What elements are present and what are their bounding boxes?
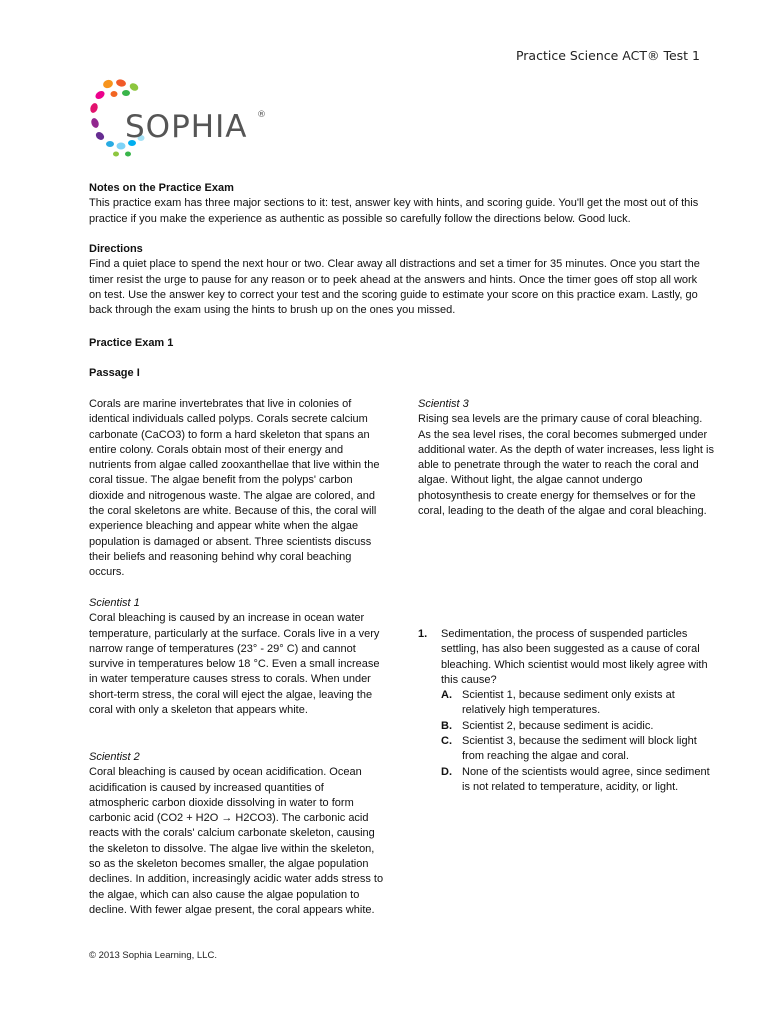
question-1 <box>418 627 718 795</box>
passage-intro <box>89 397 385 581</box>
scientist-1-label: Scientist 1 <box>89 597 140 609</box>
notes-section <box>89 181 701 227</box>
scientist-2-text: Coral bleaching is caused by ocean acidification. Ocean acidification is caused by increased quantities of atmospheric carbon dioxide dissolving in water to form carbonic acid (CO2 + H2O → H2CO3). The carbonic acid reacts with the corals' calcium carbonate skeleton, causing the skeleton to dissolve. The algae live within the skeleton, so as the skeleton becomes smaller, the algae population declines. In addition, increasingly acidic water adds stress to the algae, which can also cause the algae population to decline. With fewer algae present, the coral appears white. <box>89 766 384 916</box>
choice-d-text: None of the scientists would agree, since sediment is not related to temperature, acidity, or light. <box>462 765 710 793</box>
choice-d-letter: D. <box>441 765 452 778</box>
answer-choice-d[interactable] <box>441 765 718 796</box>
directions-text: Find a quiet place to spend the next hour or two. Clear away all distractions and set a timer for 35 minutes. Once you start the timer resist the urge to pause for any reason or to peek ahead at the answers and hints. Once the timer goes off stop all work on test. Use the answer key to correct your test and the scoring guide to estimate your score on this practice exam. Lastly, go back through the exam using the hints to brush up on the ones you missed. <box>89 258 700 317</box>
passage-intro-text: Corals are marine invertebrates that live in colonies of identical individuals called polyps. Corals secrete calcium carbonate (CaCO3) to form a hard skeleton that spans an entire colony. Corals obtain most of their energy and nutrients from algae called zooxanthellae that live within the coral tissue. The algae benefit from the polyps' carbon dioxide and nitrogenous waste. The algae are colored, and the coral skeletons are white. Because of this, the coral will experience bleaching and appear white when the algae population is damaged or absent. Three scientists discuss their beliefs and reasoning behind why coral beaching occurs. <box>89 398 380 579</box>
copyright-footer: © 2013 Sophia Learning, LLC. <box>89 950 217 961</box>
answer-choice-b[interactable] <box>441 719 718 734</box>
choice-b-text: Scientist 2, because sediment is acidic. <box>462 719 654 732</box>
passage-title-text: Passage I <box>89 367 140 379</box>
notes-heading: Notes on the Practice Exam <box>89 182 234 194</box>
scientist-3-section <box>418 397 714 519</box>
question-1-number: 1. <box>418 628 428 640</box>
scientist-2-label: Scientist 2 <box>89 751 140 763</box>
passage-title <box>89 366 701 381</box>
directions-section <box>89 242 701 318</box>
choice-c-letter: C. <box>441 735 452 748</box>
choice-c-text: Scientist 3, because the sediment will block light from reaching the algae and coral. <box>462 735 697 763</box>
exam-title-text: Practice Exam 1 <box>89 337 174 349</box>
answer-choice-a[interactable] <box>441 688 718 719</box>
choice-a-text: Scientist 1, because sediment only exists at relatively high temperatures. <box>462 689 675 717</box>
scientist-1-section <box>89 596 385 718</box>
sophia-wordmark: SOPHIA <box>125 109 248 145</box>
document-header-title: Practice Science ACT® Test 1 <box>515 48 700 63</box>
scientist-3-label: Scientist 3 <box>418 398 469 410</box>
choice-b-letter: B. <box>441 719 452 732</box>
choice-a-letter: A. <box>441 689 452 702</box>
registered-mark: ® <box>257 110 266 120</box>
scientist-2-section <box>89 750 385 918</box>
scientist-3-text: Rising sea levels are the primary cause of coral bleaching. As the sea level rises, the coral becomes submerged under additional water. As the depth of water increases, less light is able to penetrate through the water to reach the coral and algae. Without light, the algae cannot undergo photosynthesis to create energy for themselves or for the coral, leading to the death of the algae and coral bleaching. <box>418 413 714 518</box>
answer-choice-c[interactable] <box>441 734 718 765</box>
exam-title <box>89 336 701 351</box>
directions-heading: Directions <box>89 243 143 255</box>
notes-text: This practice exam has three major sections to it: test, answer key with hints, and scoring guide. You'll get the most out of this practice if you make the experience as authentic as possible so carefully follow the directions below. Good luck. <box>89 197 699 225</box>
scientist-1-text: Coral bleaching is caused by an increase in ocean water temperature, particularly at the surface. Corals live in a very narrow range of temperatures (23° - 29° C) and cannot survive in temperatures below 18 °C. Even a small increase in water temperature causes stress to corals. When under short-term stress, the coral will eject the algae, leaving the coral with only a skeleton that appears white. <box>89 612 380 717</box>
question-1-text: Sedimentation, the process of suspended particles settling, has also been suggested as a cause of coral bleaching. Which scientist would most likely agree with this cause? <box>441 628 708 686</box>
